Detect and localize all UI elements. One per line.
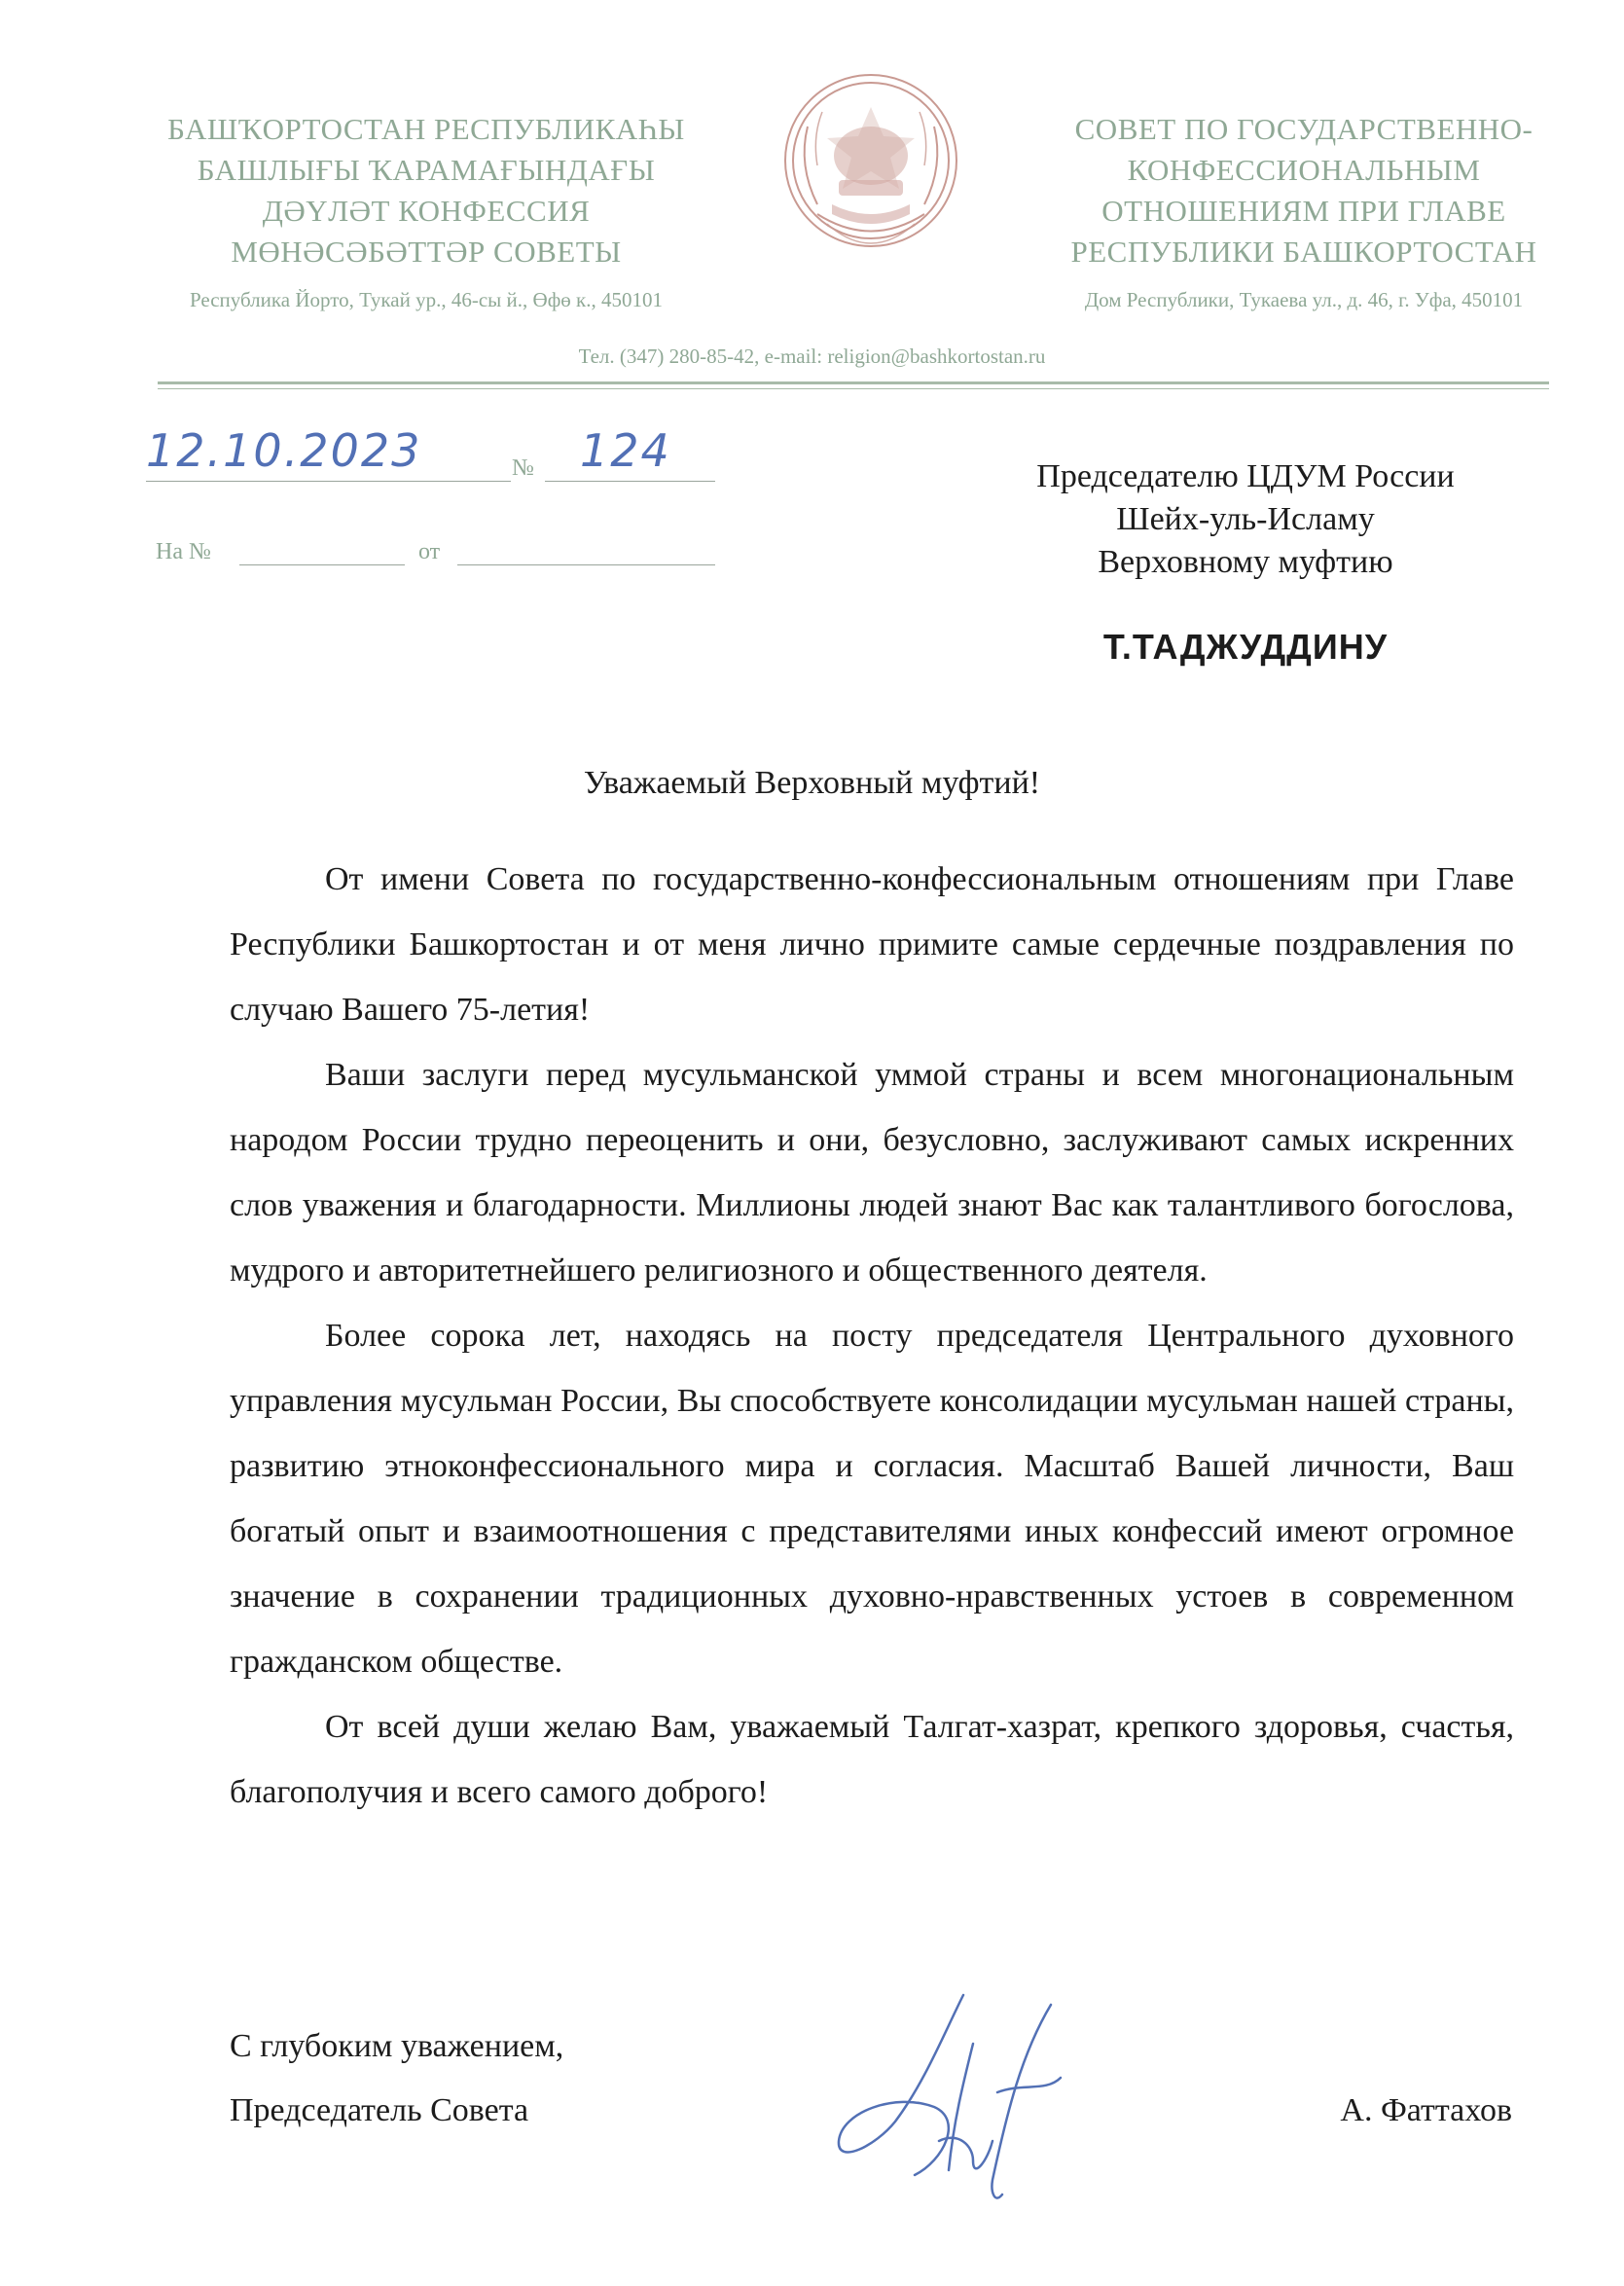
addressee-name: Т.ТАДЖУДДИНУ xyxy=(1102,627,1389,667)
paragraph: От всей души желаю Вам, уважаемый Талгат-хазрат, крепкого здоровья, счастья, благополучия и всего самого доброго! xyxy=(230,1709,1514,1810)
ref-label: На № xyxy=(156,539,211,564)
number-sign: № xyxy=(512,455,534,481)
signatory-title: Председатель Совета xyxy=(230,2092,529,2128)
paragraph: Ваши заслуги перед мусульманской уммой страны и всем многонациональным народом России трудно переоценить и они, безусловно, заслуживают самых искренних слов уважения и благодарности. Миллионы людей знают Вас как талантливого богослова, мудрого и авторитетнейшего религиозного и общественного деятеля. xyxy=(230,1057,1514,1288)
addressee-line: Шейх-уль-Исламу xyxy=(1116,501,1375,537)
signature-icon xyxy=(827,1976,1100,2209)
header-divider-thin xyxy=(158,388,1549,389)
handwritten-number: 124 xyxy=(580,424,671,477)
handwritten-date: 12.10.2023 xyxy=(146,424,422,477)
from-label: от xyxy=(418,539,441,564)
greeting: Уважаемый Верховный муфтий! xyxy=(583,765,1041,801)
letterhead-bashkir-line: БАШЛЫҒЫ ҠАРАМАҒЫНДАҒЫ xyxy=(197,153,656,187)
letterhead-russian-line: СОВЕТ ПО ГОСУДАРСТВЕННО- xyxy=(1074,112,1534,146)
letterhead-russian-line: ОТНОШЕНИЯМ ПРИ ГЛАВЕ xyxy=(1101,194,1506,228)
ref-number-underline xyxy=(239,564,405,565)
closing-phrase: С глубоким уважением, xyxy=(230,2028,564,2064)
letterhead-russian-line: КОНФЕССИОНАЛЬНЫМ xyxy=(1127,153,1481,187)
contact-line: Тел. (347) 280-85-42, e-mail: religion@bashkortostan.ru xyxy=(578,345,1046,368)
ref-date-underline xyxy=(457,564,715,565)
addressee-line: Верховному муфтию xyxy=(1098,544,1393,580)
coat-of-arms-icon xyxy=(778,68,963,272)
paragraph: От имени Совета по государственно-конфессиональным отношениям при Главе Республики Башкортостан и от меня лично примите самые сердечные поздравления по случаю Вашего 75-летия! xyxy=(230,861,1514,1028)
letterhead-bashkir-line: ДӘҮЛӘТ КОНФЕССИЯ xyxy=(262,194,591,228)
address-russian: Дом Республики, Тукаева ул., д. 46, г. Уфа, 450101 xyxy=(1084,288,1524,311)
letter-body xyxy=(230,847,1514,1825)
address-bashkir: Республика Йорто, Тукай ур., 46-сы й., Өфө к., 450101 xyxy=(189,288,663,311)
letterhead-bashkir-line: МӨНӘСӘБӘТТӘР СОВЕТЫ xyxy=(231,235,622,269)
letterhead-bashkir-line: БАШҠОРТОСТАН РЕСПУБЛИКАҺЫ xyxy=(167,112,685,146)
letterhead-russian-line: РЕСПУБЛИКИ БАШКОРТОСТАН xyxy=(1070,235,1537,269)
signatory-name: А. Фаттахов xyxy=(1340,2092,1512,2128)
letterhead-russian xyxy=(1012,109,1596,272)
letterhead-bashkir xyxy=(125,109,728,272)
addressee-block xyxy=(973,455,1518,584)
addressee-line: Председателю ЦДУМ России xyxy=(1036,458,1455,494)
number-underline xyxy=(545,481,715,482)
header-divider xyxy=(158,381,1549,384)
paragraph: Более сорока лет, находясь на посту председателя Центрального духовного управления мусульман России, Вы способствуете консолидации мусульман нашей страны, развитию этноконфессионального мира и согласия. Масштаб Вашей личности, Ваш богатый опыт и взаимоотношения с представителями иных конфессий имеют огромное значение в сохранении традиционных духовно-нравственных устоев в современном гражданском обществе. xyxy=(230,1318,1514,1680)
date-underline xyxy=(146,481,511,482)
